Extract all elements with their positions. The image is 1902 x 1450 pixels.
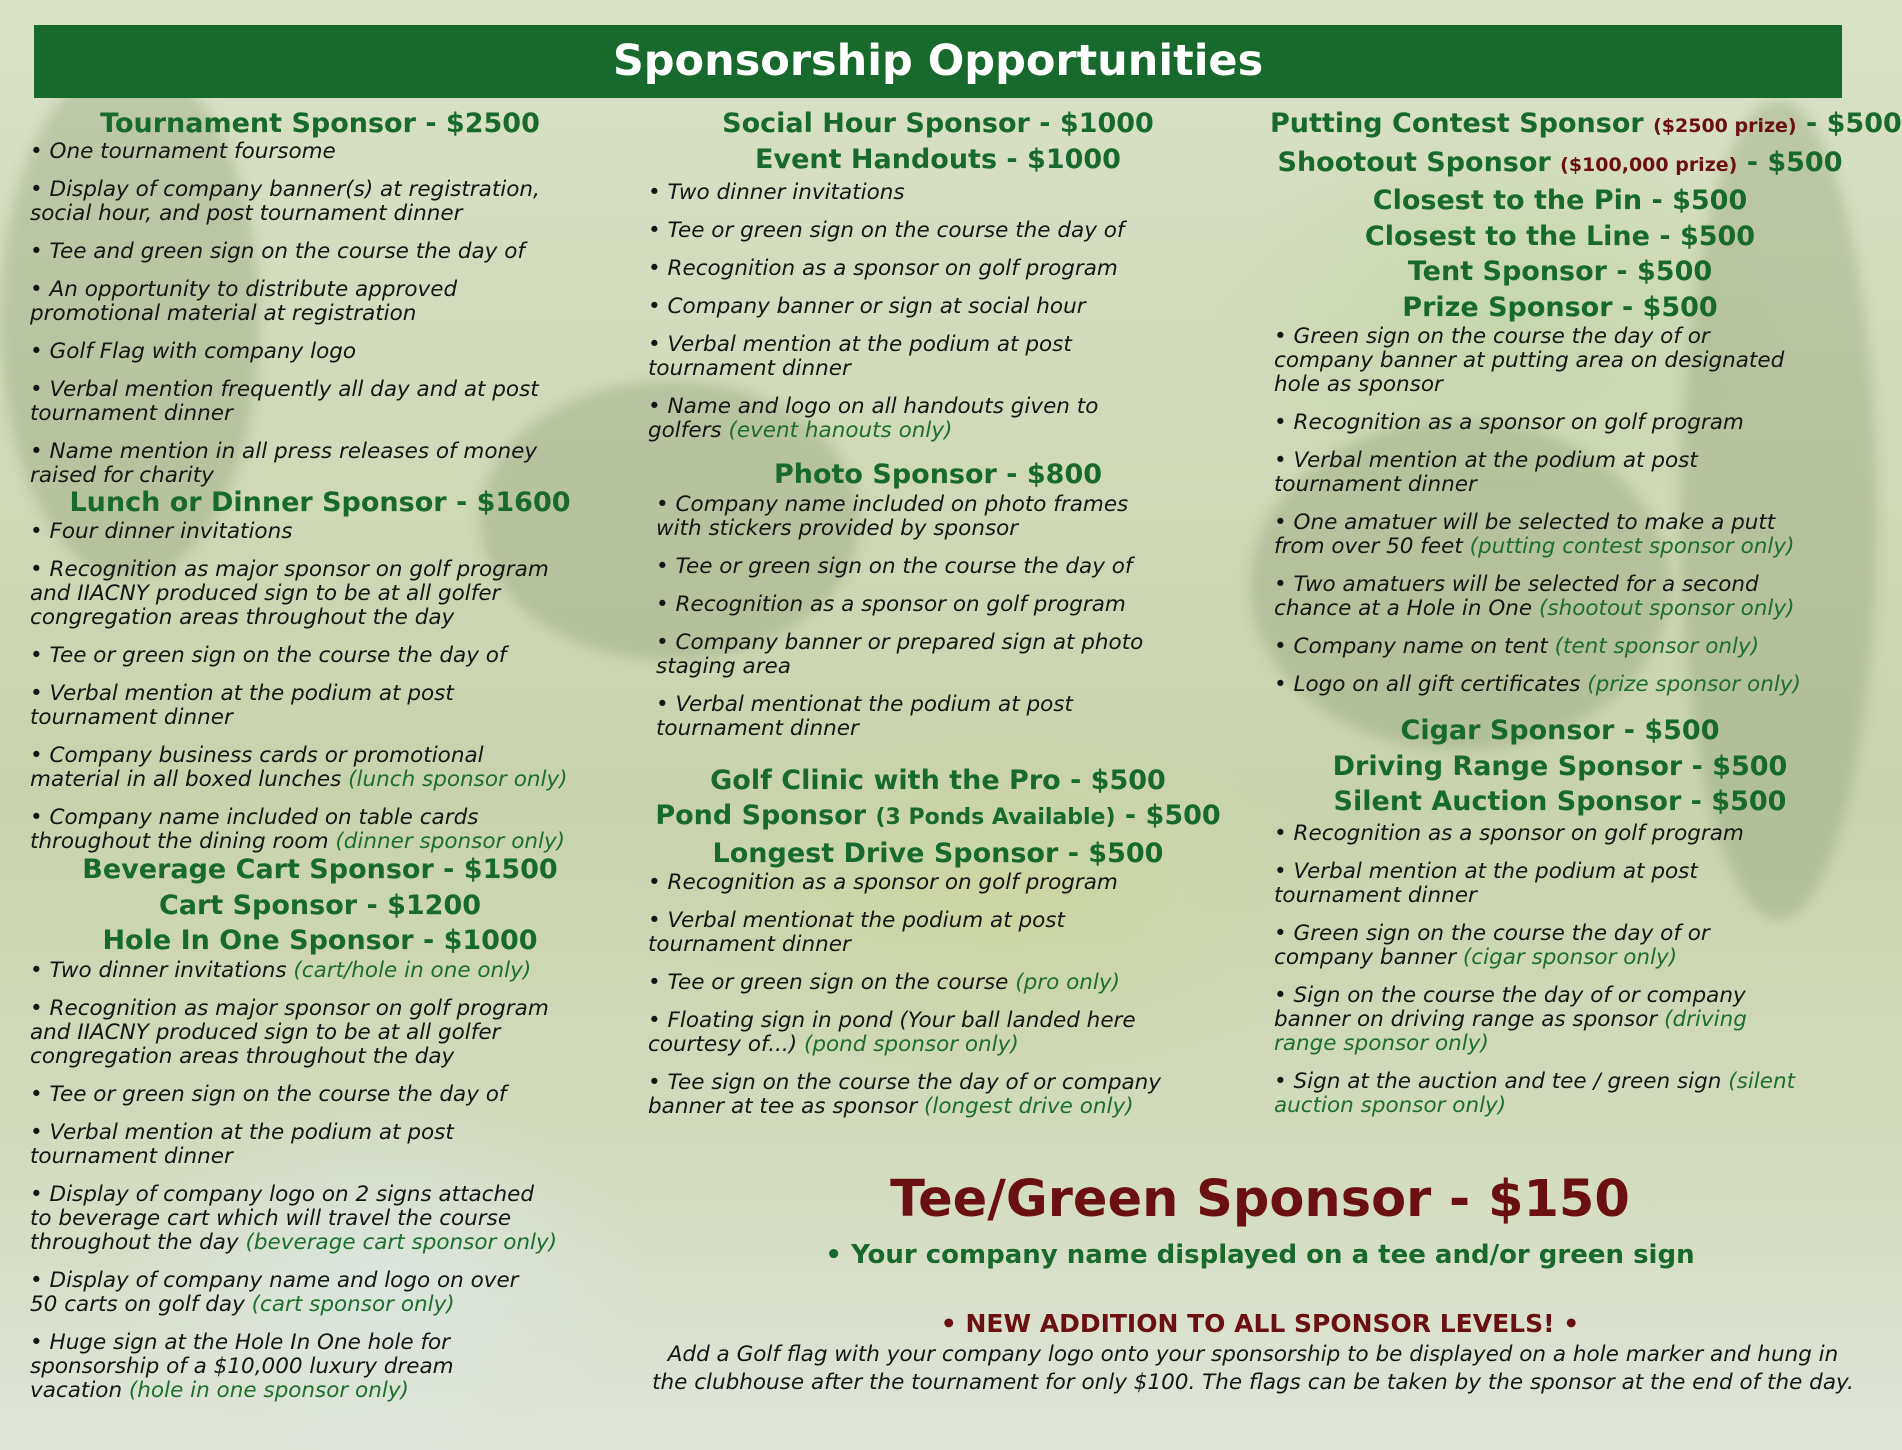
item-text: Verbal mention frequently all day and at post tournament dinner	[30, 376, 539, 426]
tournament-sponsor-item	[30, 140, 610, 164]
item-note: (driving range sponsor only)	[1274, 1006, 1747, 1056]
item-note: (putting contest sponsor only)	[1469, 534, 1795, 559]
closest-to-line-heading: Closest to the Line - $500	[1364, 220, 1756, 252]
item-note: (silent auction sponsor only)	[1274, 1068, 1796, 1118]
shootout-sponsor-price: - $500	[1737, 146, 1843, 178]
tournament-sponsor-heading: Tournament Sponsor - $2500	[100, 108, 540, 139]
item-note: (longest drive only)	[924, 1094, 1134, 1119]
cigar-sponsor-item	[1274, 922, 1850, 970]
new-addition-text: Add a Golf flag with your company logo onto your sponsorship to be displayed on a hole marker and hung in the clubhouse after the tournament for only $100. The flags can be taken by the sponsor at the end of the day.	[652, 1342, 1854, 1395]
lunch-dinner-sponsor-list	[30, 520, 610, 854]
item-note: (pro only)	[1015, 970, 1120, 995]
cigar-sponsor-heading: Cigar Sponsor - $500	[1400, 715, 1720, 746]
item-text: Tee or green sign on the course the day of	[675, 553, 1133, 579]
pond-sponsor-paren: (3 Ponds Available)	[875, 805, 1116, 830]
item-note: (cigar sponsor only)	[1462, 944, 1678, 970]
item-note: (pond sponsor only)	[803, 1032, 1019, 1057]
beverage-cart-sponsor-item	[30, 1083, 610, 1107]
lunch-dinner-sponsor-item	[30, 520, 610, 544]
photo-sponsor-item	[656, 693, 1228, 741]
tee-green-sponsor-bullet: • Your company name displayed on a tee and/or green sign	[825, 1240, 1695, 1270]
photo-sponsor-list	[656, 493, 1228, 741]
item-note: (cart sponsor only)	[251, 1291, 455, 1317]
shootout-sponsor-prize: ($100,000 prize)	[1560, 153, 1738, 176]
item-text: Floating sign in pond (Your ball landed here courtesy of...)	[648, 1008, 1136, 1057]
putting-contest-list	[1274, 325, 1850, 697]
putting-contest-item	[1274, 673, 1850, 697]
lunch-dinner-sponsor-item	[30, 806, 610, 854]
item-note: (shootout sponsor only)	[1538, 596, 1795, 621]
cart-sponsor-heading: Cart Sponsor - $1200	[158, 889, 482, 921]
social-hour-sponsor-item	[648, 295, 1228, 319]
item-note: (event hanouts only)	[728, 418, 953, 443]
item-text: Display of company logo on 2 signs attached to beverage cart which will travel the course throughout the day	[30, 1181, 535, 1255]
item-text: Tee or green sign on the course	[667, 970, 1016, 995]
item-text: Company name included on table cards throughout the dining room	[30, 805, 479, 854]
item-text: Verbal mention at the podium at post tournament dinner	[1274, 858, 1698, 908]
cigar-sponsor-item	[1274, 822, 1850, 846]
item-text: Display of company name and logo on over 50 carts on golf day	[30, 1267, 519, 1317]
tournament-sponsor-item	[30, 278, 610, 326]
silent-auction-sponsor-heading: Silent Auction Sponsor - $500	[1333, 786, 1787, 817]
item-text: Recognition as a sponsor on golf program	[1293, 410, 1744, 435]
beverage-cart-sponsor-item	[30, 1269, 610, 1317]
social-hour-sponsor-item	[648, 257, 1228, 281]
beverage-cart-sponsor-item	[30, 997, 610, 1069]
tee-green-sponsor-heading: Tee/Green Sponsor - $150	[890, 1170, 1630, 1229]
cigar-sponsor-item	[1274, 984, 1850, 1056]
putting-contest-item	[1274, 635, 1850, 659]
item-text: Two dinner invitations	[49, 957, 294, 983]
photo-sponsor-item	[656, 631, 1228, 679]
item-text: Company name on tent	[1293, 634, 1555, 659]
lunch-dinner-sponsor-heading: Lunch or Dinner Sponsor - $1600	[69, 486, 571, 518]
pond-sponsor-label: Pond Sponsor	[655, 800, 876, 831]
shootout-sponsor-heading	[1270, 145, 1850, 184]
photo-sponsor-heading: Photo Sponsor - $800	[773, 459, 1103, 490]
item-text: Verbal mentionat the podium at post tournament dinner	[648, 908, 1065, 957]
item-note: (cart/hole in one only)	[293, 957, 532, 983]
item-text: An opportunity to distribute approved promotional material at registration	[30, 276, 458, 326]
putting-contest-label: Putting Contest Sponsor	[1270, 108, 1654, 139]
golf-clinic-item	[648, 1071, 1228, 1119]
item-text: Recognition as a sponsor on golf program	[1293, 820, 1744, 846]
shootout-sponsor-label: Shootout Sponsor	[1277, 146, 1561, 178]
prize-sponsor-heading: Prize Sponsor - $500	[1402, 291, 1718, 323]
golf-clinic-list	[648, 871, 1228, 1119]
item-text: Sign at the auction and tee / green sign	[1293, 1068, 1729, 1094]
item-text: Recognition as a sponsor on golf program	[667, 256, 1118, 281]
item-text: Recognition as a sponsor on golf program	[667, 870, 1118, 895]
item-text: One tournament foursome	[49, 138, 336, 164]
lunch-dinner-sponsor-item	[30, 682, 610, 730]
beverage-cart-headings	[30, 852, 610, 959]
social-hour-sponsor-item	[648, 395, 1228, 443]
item-note: (dinner sponsor only)	[335, 829, 566, 854]
beverage-cart-sponsor-heading: Beverage Cart Sponsor - $1500	[82, 854, 558, 885]
photo-sponsor-item	[656, 555, 1228, 579]
item-text: Company business cards or promotional material in all boxed lunches	[30, 743, 484, 792]
item-note: (hole in one sponsor only)	[128, 1377, 409, 1403]
item-text: Sign on the course the day of or company banner on driving range as sponsor	[1274, 982, 1746, 1032]
social-hour-sponsor-item	[648, 333, 1228, 381]
social-hour-sponsor-item	[648, 181, 1228, 205]
item-text: Company banner or sign at social hour	[667, 294, 1086, 319]
driving-range-sponsor-heading: Driving Range Sponsor - $500	[1332, 750, 1788, 782]
lunch-dinner-sponsor-item	[30, 744, 610, 792]
item-text: Tee or green sign on the course the day of	[667, 218, 1125, 243]
item-text: Recognition as major sponsor on golf program and IIACNY produced sign to be at all golfer congregation areas throughout the day	[30, 995, 549, 1069]
lunch-dinner-sponsor-item	[30, 644, 610, 668]
golf-clinic-item	[648, 971, 1228, 995]
putting-contest-item	[1274, 573, 1850, 621]
column-right	[1270, 106, 1902, 1132]
page-title: Sponsorship Opportunities	[34, 25, 1842, 98]
item-text: Two amatuers will be selected for a second chance at a Hole in One	[1274, 572, 1759, 621]
item-text: Verbal mention at the podium at post tournament dinner	[30, 681, 454, 730]
beverage-cart-sponsor-item	[30, 1183, 610, 1255]
tent-sponsor-heading: Tent Sponsor - $500	[1407, 256, 1713, 287]
item-text: Golf Flag with company logo	[49, 338, 357, 364]
social-hour-sponsor-item	[648, 219, 1228, 243]
longest-drive-sponsor-heading: Longest Drive Sponsor - $500	[712, 837, 1164, 869]
cigar-sponsor-list	[1274, 822, 1850, 1118]
beverage-cart-sponsor-item	[30, 959, 610, 983]
putting-contest-prize: ($2500 prize)	[1653, 115, 1797, 137]
item-text: Recognition as a sponsor on golf program	[675, 591, 1126, 617]
item-text: Green sign on the course the day of or company banner	[1274, 920, 1710, 970]
item-text: Verbal mention at the podium at post tournament dinner	[1274, 448, 1698, 497]
item-text: Tee or green sign on the course the day of	[49, 643, 507, 668]
new-addition-heading: • NEW ADDITION TO ALL SPONSOR LEVELS! •	[940, 1309, 1580, 1338]
putting-contest-price: - $500	[1796, 108, 1902, 139]
tournament-sponsor-item	[30, 178, 610, 226]
social-hour-sponsor-heading: Social Hour Sponsor - $1000	[722, 108, 1154, 139]
beverage-cart-sponsor-item	[30, 1121, 610, 1169]
item-text: Logo on all gift certificates	[1293, 672, 1588, 697]
item-note: (beverage cart sponsor only)	[245, 1229, 558, 1255]
golf-clinic-heading: Golf Clinic with the Pro - $500	[710, 764, 1166, 796]
putting-contest-item	[1274, 449, 1850, 497]
closest-to-pin-heading: Closest to the Pin - $500	[1372, 185, 1748, 216]
cigar-sponsor-item	[1274, 860, 1850, 908]
tournament-sponsor-item	[30, 240, 610, 264]
putting-contest-heading	[1270, 106, 1902, 145]
item-text: Two dinner invitations	[667, 180, 905, 205]
column-middle	[648, 106, 1228, 1133]
tournament-sponsor-item	[30, 378, 610, 426]
item-text: Verbal mention at the podium at post tournament dinner	[648, 332, 1072, 381]
item-text: Four dinner invitations	[49, 519, 293, 544]
tournament-sponsor-item	[30, 340, 610, 364]
item-note: (tent sponsor only)	[1554, 634, 1760, 659]
item-text: Recognition as major sponsor on golf program and IIACNY produced sign to be at all golfer congregation areas throughout the day	[30, 557, 549, 630]
hole-in-one-sponsor-heading: Hole In One Sponsor - $1000	[102, 925, 538, 956]
item-text: Company name included on photo frames with stickers provided by sponsor	[656, 491, 1129, 541]
golf-clinic-item	[648, 871, 1228, 895]
item-text: Tee and green sign on the course the day of	[49, 238, 525, 264]
item-text: Tee or green sign on the course the day of	[49, 1081, 507, 1107]
item-text: One amatuer will be selected to make a putt from over 50 feet	[1274, 510, 1776, 559]
item-text: Verbal mentionat the podium at post tournament dinner	[656, 691, 1073, 741]
item-text: Verbal mention at the podium at post tournament dinner	[30, 1119, 454, 1169]
beverage-cart-sponsor-list	[30, 959, 610, 1403]
golf-clinic-item	[648, 909, 1228, 957]
photo-sponsor-item	[656, 493, 1228, 541]
putting-contest-item	[1274, 325, 1850, 397]
item-text: Tee sign on the course the day of or company banner at tee as sponsor	[648, 1070, 1161, 1119]
cigar-sponsor-item	[1274, 1070, 1850, 1118]
item-text: Company banner or prepared sign at photo staging area	[656, 629, 1144, 679]
putting-contest-item	[1274, 411, 1850, 435]
social-hour-sponsor-list	[648, 181, 1228, 443]
beverage-cart-sponsor-item	[30, 1331, 610, 1403]
item-text: Name and logo on all handouts given to golfers	[648, 394, 1099, 443]
item-text: Huge sign at the Hole In One hole for sponsorship of a $10,000 luxury dream vacation	[30, 1329, 454, 1403]
column-left	[30, 106, 610, 1417]
pond-sponsor-heading	[648, 798, 1228, 836]
item-note: (lunch sponsor only)	[348, 767, 568, 792]
pond-sponsor-price: - $500	[1115, 800, 1221, 831]
lunch-dinner-sponsor-item	[30, 558, 610, 630]
golf-clinic-item	[648, 1009, 1228, 1057]
event-handouts-heading: Event Handouts - $1000	[755, 143, 1121, 175]
tournament-sponsor-item	[30, 440, 610, 488]
cigar-headings	[1270, 713, 1850, 820]
item-note: (prize sponsor only)	[1587, 672, 1801, 697]
item-text: Green sign on the course the day of or company banner at putting area on designated hole as sponsor	[1274, 324, 1785, 397]
putting-contest-item	[1274, 511, 1850, 559]
photo-sponsor-item	[656, 593, 1228, 617]
item-text: Display of company banner(s) at registration, social hour, and post tournament dinner	[30, 176, 540, 226]
item-text: Name mention in all press releases of money raised for charity	[30, 438, 538, 488]
tournament-sponsor-list	[30, 140, 610, 488]
